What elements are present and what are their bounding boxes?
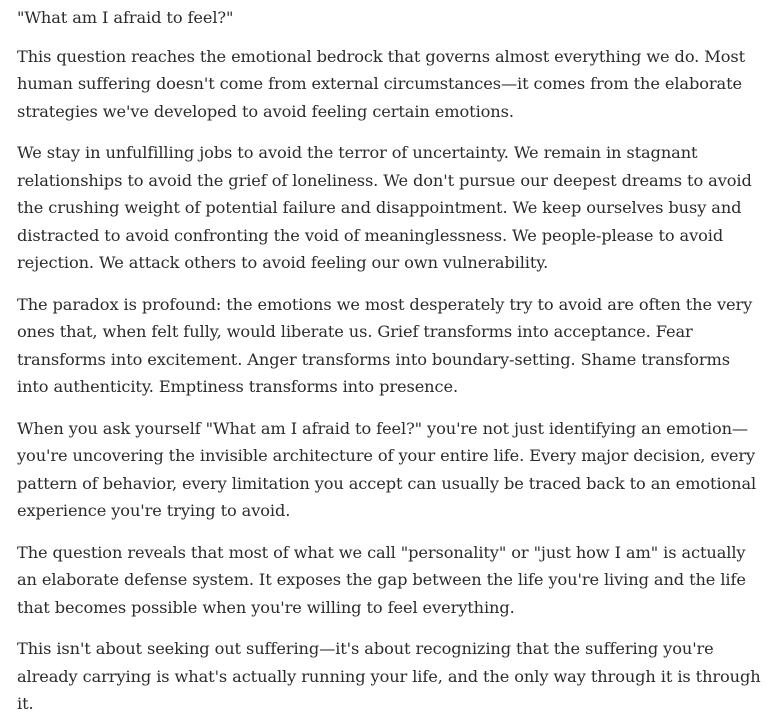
paragraph-avoidance-examples: We stay in unfulfilling jobs to avoid the terror of uncertainty. We remain in stagnant relationships to avoid the grief of loneliness. We don't pursue our deepest dreams to avoid the crushing weight of potential failure and disappointment. We keep ourselves busy and distracted to avoid confronting the void of meaninglessness. We people-please to avoid rejection. We attack others to avoid feeling our own vulnerability. bbox=[17, 143, 752, 272]
paragraph-architecture: When you ask yourself "What am I afraid to feel?" you're not just identifying an emotion—you're uncovering the invisible architecture of your entire life. Every major decision, every pattern of behavior, every limitation you accept can usually be traced back to an emotional experience you're trying to avoid. bbox=[17, 418, 757, 520]
paragraph-conclusion: This isn't about seeking out suffering—it's about recognizing that the suffering you're already carrying is what's actually running your life, and the only way through it is through it. bbox=[17, 639, 761, 713]
article-question: "What am I afraid to feel?" bbox=[17, 8, 234, 27]
paragraph-paradox: The paradox is profound: the emotions we most desperately try to avoid are often the very ones that, when felt fully, would liberate us. Grief transforms into acceptance. Fear transforms into excitement. Anger transforms into boundary-setting. Shame transforms into authenticity. Emptiness transforms into presence. bbox=[17, 294, 753, 396]
paragraph-defense-system: The question reveals that most of what we call "personality" or "just how I am" is actually an elaborate defense system. It exposes the gap between the life you're living and the life that becomes possible when you're willing to feel everything. bbox=[17, 542, 746, 617]
paragraph-intro: This question reaches the emotional bedrock that governs almost everything we do. Most human suffering doesn't come from external circumstances—it comes from the elaborate strategies we've developed to avoid feeling certain emotions. bbox=[17, 46, 746, 121]
